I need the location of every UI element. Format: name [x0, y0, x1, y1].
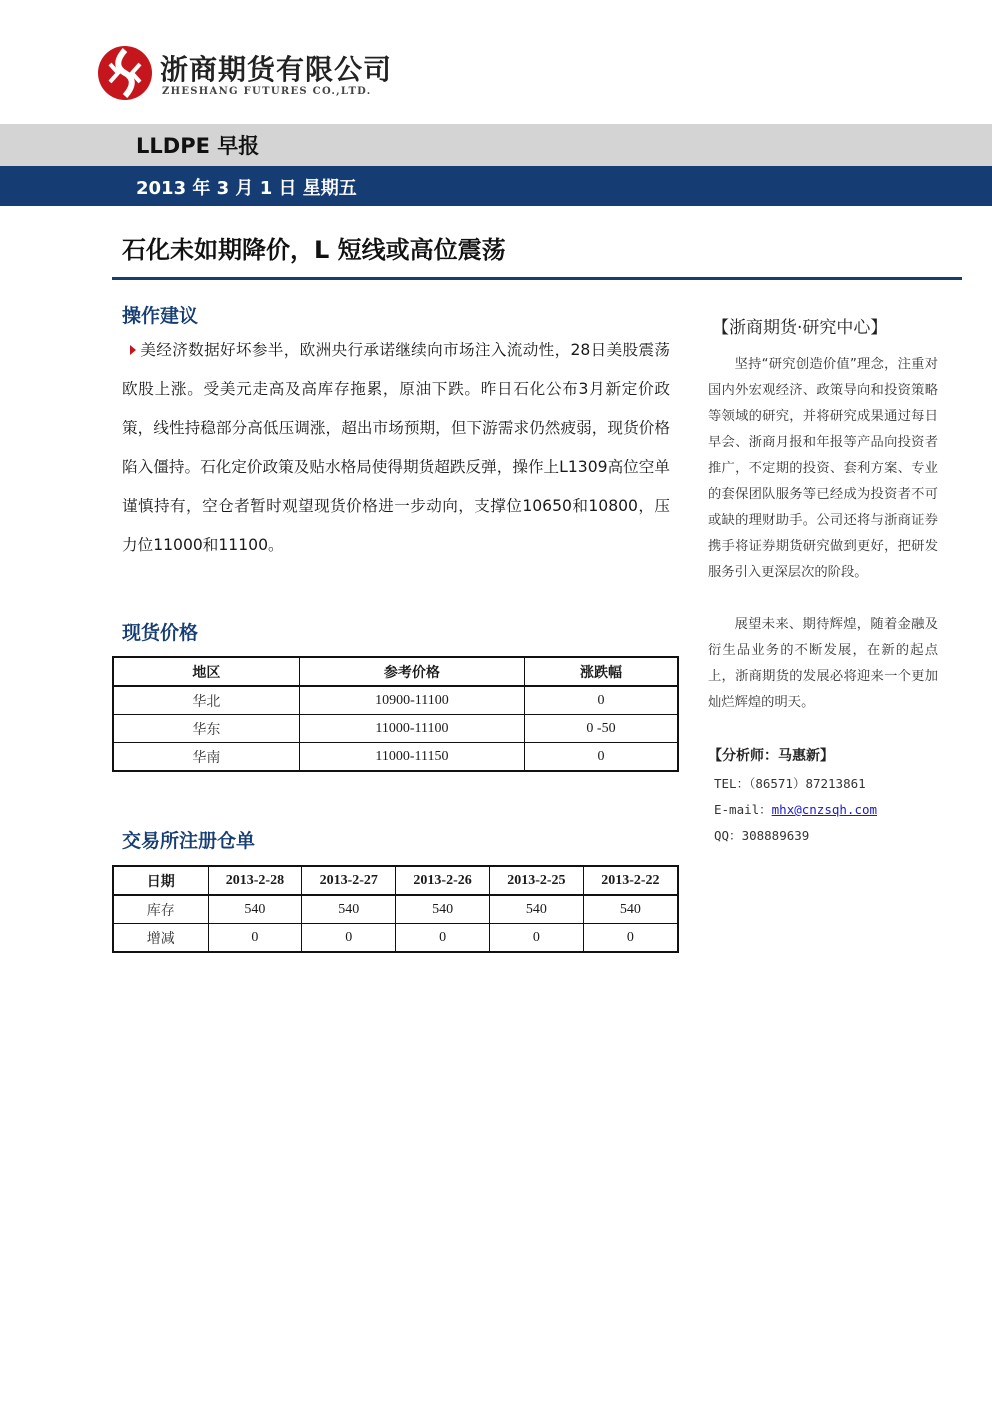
value-cell: 540 — [396, 895, 490, 924]
qq-value: 308889639 — [741, 828, 810, 843]
email-link[interactable]: mhx@cnzsqh.com — [771, 802, 878, 817]
table-row — [113, 895, 678, 924]
table-row — [113, 743, 678, 772]
spot-price-table — [112, 656, 679, 772]
analyst-name: 【分析师：马惠新】 — [708, 748, 834, 764]
warehouse-receipt-table — [112, 865, 679, 953]
sidebar-intro: 坚持“研究创造价值”理念，注重对国内外宏观经济、政策导向和投资策略等领域的研究，并将研究成果通过每日早会、浙商月报和年报等产品向投资者推广，不定期的投资、套利方案、专业的套保团队服务等已经成为投资者不可或缺的理财助手。公司还将与浙商证券携手将证券期货研究做到更好，把研发服务引入更深层次的阶段。 — [708, 357, 938, 580]
change-cell: 0 — [525, 743, 678, 772]
value-cell: 0 — [302, 924, 396, 953]
column-header: 参考价格 — [299, 657, 524, 686]
value-cell: 540 — [583, 895, 678, 924]
analyst-email — [714, 800, 877, 818]
column-header: 涨跌幅 — [525, 657, 678, 686]
region-cell: 华南 — [113, 743, 299, 772]
column-header: 2013-2-27 — [302, 866, 396, 895]
region-cell: 华北 — [113, 686, 299, 715]
headline: 石化未如期降价，L 短线或高位震荡 — [122, 236, 506, 264]
value-cell: 0 — [208, 924, 302, 953]
advice-paragraph — [122, 331, 670, 565]
value-cell: 0 — [396, 924, 490, 953]
price-cell: 11000-11150 — [299, 743, 524, 772]
phone-label: TEL： — [714, 776, 750, 791]
value-cell: 540 — [302, 895, 396, 924]
report-name: LLDPE 早报 — [136, 134, 260, 158]
value-cell: 0 — [489, 924, 583, 953]
value-cell: 540 — [208, 895, 302, 924]
column-header: 2013-2-25 — [489, 866, 583, 895]
sidebar-outlook: 展望未来、期待辉煌，随着金融及衍生品业务的不断发展，在新的起点上，浙商期货的发展必将迎来一个更加灿烂辉煌的明天。 — [708, 617, 938, 710]
value-cell: 0 — [583, 924, 678, 953]
table-row — [113, 924, 678, 953]
price-cell: 10900-11100 — [299, 686, 524, 715]
column-header: 2013-2-28 — [208, 866, 302, 895]
company-emblem-icon — [96, 44, 154, 102]
qq-label: QQ： — [714, 828, 742, 843]
table-header-row — [113, 866, 678, 895]
value-cell: 540 — [489, 895, 583, 924]
row-label-cell: 增减 — [113, 924, 208, 953]
column-header: 2013-2-22 — [583, 866, 678, 895]
column-header: 日期 — [113, 866, 208, 895]
advice-text: 美经济数据好坏参半，欧洲央行承诺继续向市场注入流动性，28日美股震荡欧股上涨。受美元走高及高库存拖累，原油下跌。昨日石化公布3月新定价政策，线性持稳部分高低压调涨，超出市场预期，但下游需求仍然疲弱，现货价格陷入僵持。石化定价政策及贴水格局使得期货超跌反弹，操作上L1309高位空单谨慎持有，空仓者暂时观望现货价格进一步动向，支撑位10650和10800，压力位11000和11100。 — [122, 341, 670, 554]
row-label-cell: 库存 — [113, 895, 208, 924]
company-logo — [96, 44, 393, 106]
change-cell: 0 -50 — [525, 715, 678, 743]
headline-divider — [112, 277, 962, 280]
analyst-qq — [714, 826, 809, 844]
email-label: E-mail： — [714, 802, 772, 817]
phone-value: （86571）87213861 — [749, 776, 866, 791]
section-title-spot: 现货价格 — [122, 622, 199, 644]
company-name-en: ZHESHANG FUTURES CO.,LTD. — [162, 86, 372, 97]
column-header: 2013-2-26 — [396, 866, 490, 895]
change-cell: 0 — [525, 686, 678, 715]
region-cell: 华东 — [113, 715, 299, 743]
bullet-arrow-icon — [130, 345, 136, 355]
column-header: 地区 — [113, 657, 299, 686]
price-cell: 11000-11100 — [299, 715, 524, 743]
section-title-warehouse: 交易所注册仓单 — [122, 830, 256, 852]
sidebar-title: 【浙商期货·研究中心】 — [712, 318, 888, 338]
table-header-row — [113, 657, 678, 686]
company-name-cn: 浙商期货有限公司 — [160, 53, 393, 86]
report-date: 2013 年 3 月 1 日 星期五 — [136, 178, 357, 199]
section-title-advice: 操作建议 — [122, 305, 199, 327]
analyst-phone — [714, 774, 866, 792]
table-row — [113, 715, 678, 743]
table-row — [113, 686, 678, 715]
